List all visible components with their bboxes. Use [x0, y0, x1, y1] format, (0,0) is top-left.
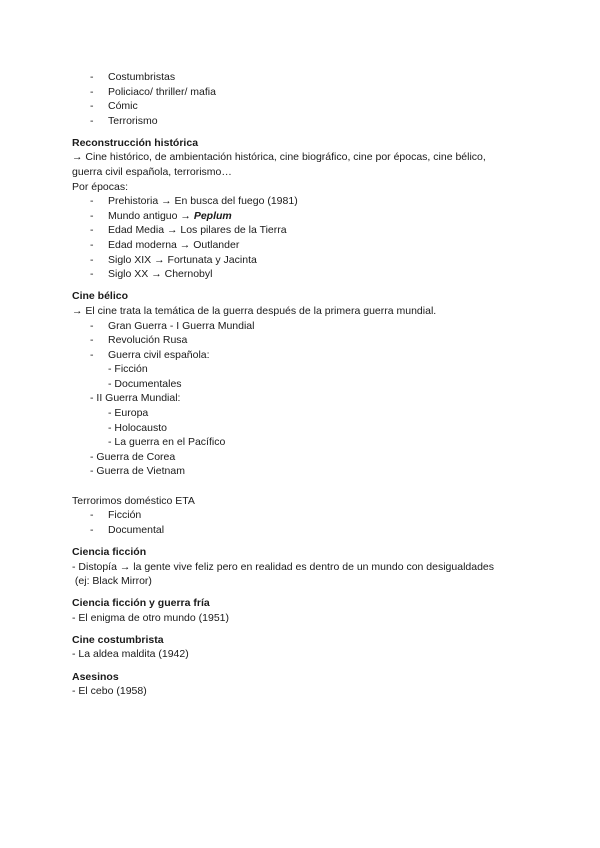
section-heading-reconstruccion: Reconstrucción histórica [72, 136, 199, 149]
paragraph-line: - El enigma de otro mundo (1951) [72, 611, 230, 624]
sub-list-item: - Europa [108, 407, 149, 420]
paragraph-line: guerra civil española, terrorismo… [72, 166, 232, 179]
paragraph-line: (ej: Black Mirror) [72, 575, 152, 588]
section-heading-ciencia-ficcion: Ciencia ficción [72, 545, 147, 558]
list-item: - Terrorismo [72, 114, 542, 129]
bullet-dash: - [90, 100, 94, 113]
list-item: - Guerra civil española: [90, 348, 210, 361]
list-item: - Cómic [72, 99, 542, 114]
list-item: - Siglo XX → Chernobyl [90, 268, 213, 281]
epocas-label: Por épocas: [72, 180, 129, 193]
section-heading-costumbrista: Cine costumbrista [72, 633, 164, 646]
list-item: - Edad moderna → Outlander [90, 239, 240, 252]
list-item: - Documental [90, 523, 165, 536]
paragraph-line: - El cebo (1958) [72, 685, 147, 698]
list-item: - Edad Media → Los pilares de la Tierra [90, 224, 287, 237]
document-page [72, 70, 542, 699]
list-item: - Costumbristas [72, 70, 542, 85]
bullet-dash: - [90, 114, 94, 127]
list-item: - Prehistoria → En busca del fuego (1981) [90, 195, 298, 208]
paragraph-line: - Distopía → la gente vive feliz pero en realidad es dentro de un mundo con desigualdades [72, 560, 495, 573]
sub-list-item: - Documentales [108, 377, 182, 390]
list-item: - Policiaco/ thriller/ mafia [72, 85, 542, 100]
paragraph-line: → Cine histórico, de ambientación histórica, cine biográfico, cine por épocas, cine bélico, [72, 151, 486, 164]
list-item: - Revolución Rusa [90, 334, 188, 347]
list-item: - Siglo XIX → Fortunata y Jacinta [90, 253, 257, 266]
section-heading-cf-guerra-fria: Ciencia ficción y guerra fría [72, 597, 210, 610]
list-item: - Guerra de Vietnam [90, 465, 185, 478]
paragraph-line: - La aldea maldita (1942) [72, 648, 189, 661]
list-item: - Mundo antiguo → Peplum [90, 209, 232, 222]
list-item: - Gran Guerra - I Guerra Mundial [90, 319, 255, 332]
sub-list-item: - Holocausto [108, 421, 167, 434]
paragraph-line: → El cine trata la temática de la guerra después de la primera guerra mundial. [72, 304, 437, 317]
bullet-dash: - [90, 71, 94, 83]
section-heading-belico: Cine bélico [72, 290, 129, 303]
peplum-term: Peplum [193, 209, 232, 222]
terrorismo-label: Terrorimos doméstico ETA [72, 494, 195, 507]
list-item: - Guerra de Corea [90, 450, 176, 463]
bullet-dash: - [90, 85, 94, 98]
list-item: - II Guerra Mundial: [90, 392, 181, 405]
sub-list-item: - Ficción [108, 363, 148, 376]
sub-list-item: - La guerra en el Pacífico [108, 436, 226, 449]
section-heading-asesinos: Asesinos [72, 670, 119, 683]
list-item: - Ficción [90, 509, 142, 522]
